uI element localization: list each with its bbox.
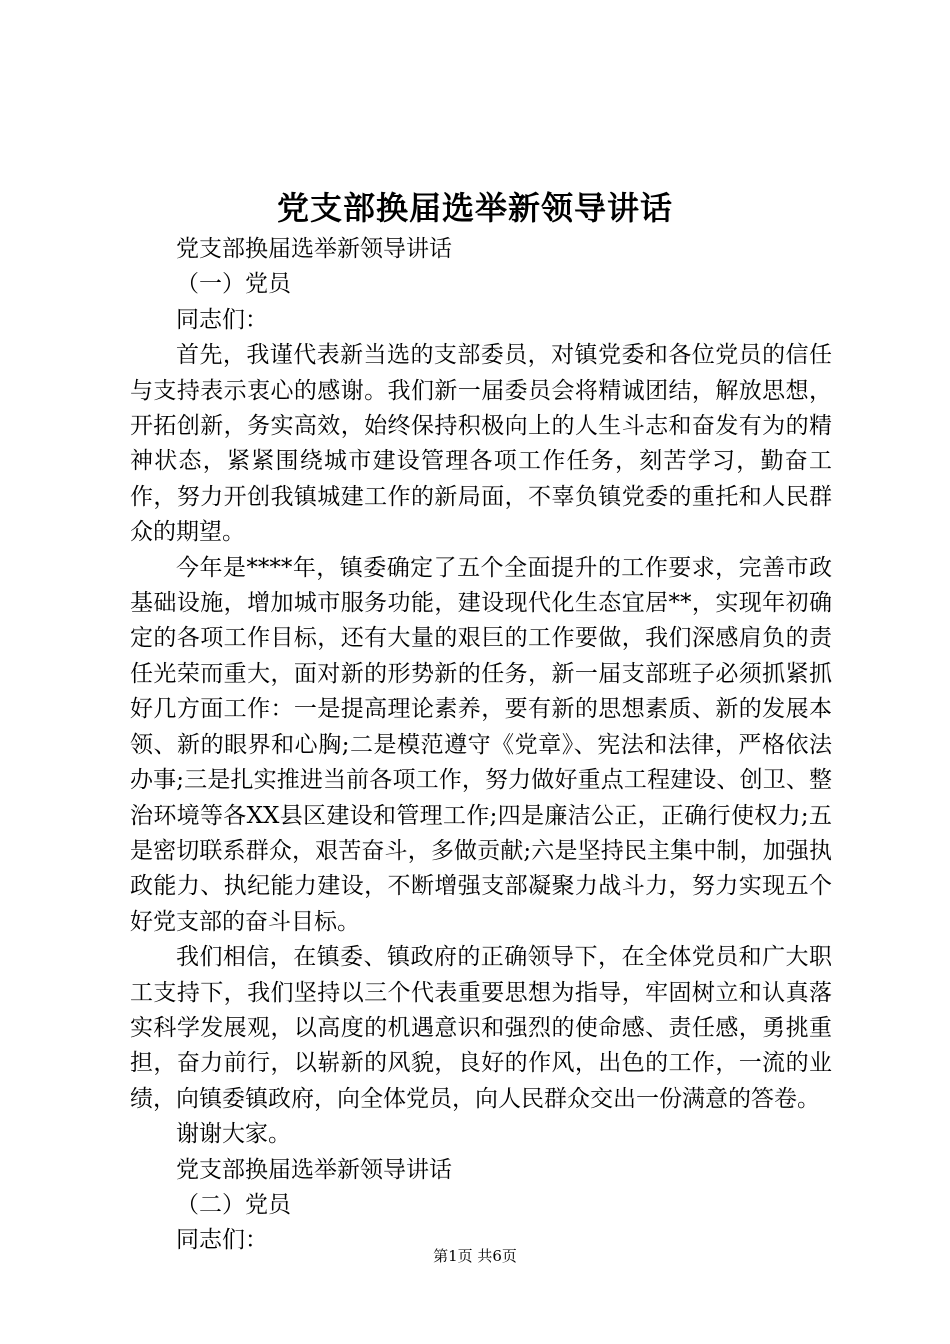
paragraph: （二）党员 (176, 1191, 291, 1218)
paragraph: 同志们： (176, 306, 268, 333)
paragraph: 首先，我谨代表新当选的支部委员，对镇党委和各位党员的信任与支持表示衷心的感谢。我们新一届委员会将精诚团结，解放思想，开拓创新，务实高效，始终保持积极向上的人生斗志和奋发有为的精神状态，紧紧围绕城市建设管理各项工作任务，刻苦学习，勤奋工作，努力开创我镇城建工作的新局面，不辜负镇党委的重托和人民群众的期望。 (130, 342, 832, 546)
paragraph: 党支部换届选举新领导讲话 (176, 236, 452, 262)
paragraph: 党支部换届选举新领导讲话 (176, 1156, 452, 1183)
paragraph: 我们相信，在镇委、镇政府的正确领导下，在全体党员和广大职工支持下，我们坚持以三个代表重要思想为指导，牢固树立和认真落实科学发展观，以高度的机遇意识和强烈的使命感、责任感，勇挑重担，奋力前行，以崭新的风貌，良好的作风，出色的工作，一流的业绩，向镇委镇政府，向全体党员，向人民群众交出一份满意的答卷。 (130, 944, 832, 1112)
document-title: 党支部换届选举新领导讲话 (276, 189, 673, 227)
page-footer: 第1页 共6页 (433, 1247, 517, 1265)
document-body (130, 232, 832, 1259)
paragraph: 同志们： (176, 1227, 268, 1254)
paragraph: 谢谢大家。 (176, 1121, 291, 1148)
paragraph: （一）党员 (176, 271, 291, 298)
paragraph: 今年是****年，镇委确定了五个全面提升的工作要求，完善市政基础设施，增加城市服务功能，建设现代化生态宜居**，实现年初确定的各项工作目标，还有大量的艰巨的工作要做，我们深感肩负的责任光荣而重大，面对新的形势新的任务，新一届支部班子必须抓紧抓好几方面工作：一是提高理论素养，要有新的思想素质、新的发展本领、新的眼界和心胸;二是模范遵守《党章》、宪法和法律，严格依法办事;三是扎实推进当前各项工作，努力做好重点工程建设、创卫、整治环境等各XX县区建设和管理工作;四是廉洁公正，正确行使权力;五是密切联系群众，艰苦奋斗，多做贡献;六是坚持民主集中制，加强执政能力、执纪能力建设，不断增强支部凝聚力战斗力，努力实现五个好党支部的奋斗目标。 (130, 554, 832, 935)
